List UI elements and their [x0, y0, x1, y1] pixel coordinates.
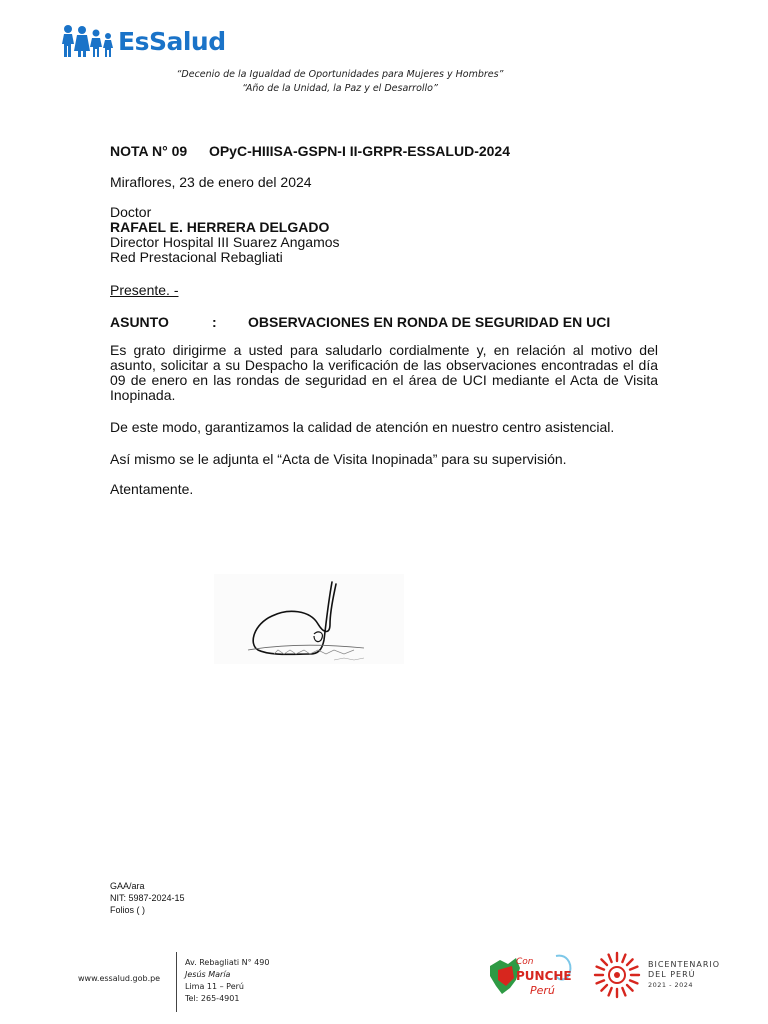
decree-line-2: “Año de la Unidad, la Paz y el Desarrollo”: [242, 83, 438, 94]
recipient-name: RAFAEL E. HERRERA DELGADO: [110, 219, 330, 235]
address-line-1: Av. Rebagliati N° 490: [185, 958, 270, 967]
punche-con-text: Con: [516, 957, 534, 967]
closing: Atentamente.: [110, 481, 194, 497]
initials: GAA/ara: [110, 881, 145, 891]
recipient-block: [110, 205, 658, 265]
letter-date: Miraflores, 23 de enero del 2024: [110, 174, 312, 190]
decree-line-1: “Decenio de la Igualdad de Oportunidades para Mujeres y Hombres”: [176, 69, 504, 80]
bicentenario-years: 2021 - 2024: [648, 981, 694, 989]
greeting: Presente. -: [110, 282, 179, 298]
punche-peru-text: Perú: [530, 984, 555, 997]
letter-reference: [110, 144, 658, 159]
nit-number: NIT: 5987-2024-15: [110, 893, 185, 903]
recipient-title: Doctor: [110, 204, 152, 220]
footer-website: www.essalud.gob.pe: [78, 974, 161, 983]
recipient-network: Red Prestacional Rebagliati: [110, 249, 283, 265]
bicentenario-logo: [592, 950, 720, 1000]
subject-line: [110, 314, 610, 330]
sunburst-icon: [592, 950, 642, 1000]
subject-text: OBSERVACIONES EN RONDA DE SEGURIDAD EN UCI: [248, 314, 611, 330]
essalud-logo-text: EsSalud: [118, 26, 226, 56]
bicentenario-line-1: BICENTENARIO: [648, 960, 721, 969]
bicentenario-line-2: DEL PERÚ: [648, 970, 696, 979]
address-line-3: Lima 11 – Perú: [185, 982, 245, 991]
footer-divider: [176, 952, 177, 1012]
folios: Folios ( ): [110, 905, 146, 915]
subject-colon: :: [212, 314, 217, 330]
reference-code: OPyC-HIIISA-GSPN-I II-GRPR-ESSALUD-2024: [208, 143, 511, 159]
paragraph-1: Es grato dirigirme a usted para saludarlo cordialmente y, en relación al motivo del asunto, solicitar a su Despacho la verificación de las observaciones encontradas el día 09 de enero en las rondas de seguridad en el área de UCI mediante el Acta de Visita Inopinada.: [110, 342, 658, 403]
paragraph-2: De este modo, garantizamos la calidad de atención en nuestro centro asistencial.: [110, 419, 615, 435]
handwritten-signature: [214, 574, 404, 664]
footer-address: [185, 957, 269, 1005]
address-phone: Tel: 265-4901: [185, 994, 240, 1003]
address-line-2: Jesús María: [185, 970, 231, 979]
con-punche-peru-logo: [486, 950, 578, 1004]
essalud-logo: [62, 24, 226, 58]
document-references: [110, 880, 185, 916]
paragraph-3: Así mismo se le adjunta el “Acta de Visita Inopinada” para su supervisión.: [110, 451, 567, 467]
recipient-position: Director Hospital III Suarez Angamos: [110, 234, 340, 250]
bicentenario-text: [648, 960, 720, 990]
punche-word-text: PUNCHE: [516, 969, 572, 983]
subject-label: ASUNTO: [110, 314, 169, 330]
family-icon: [62, 24, 116, 58]
reference-label: NOTA N° 09: [110, 143, 188, 159]
